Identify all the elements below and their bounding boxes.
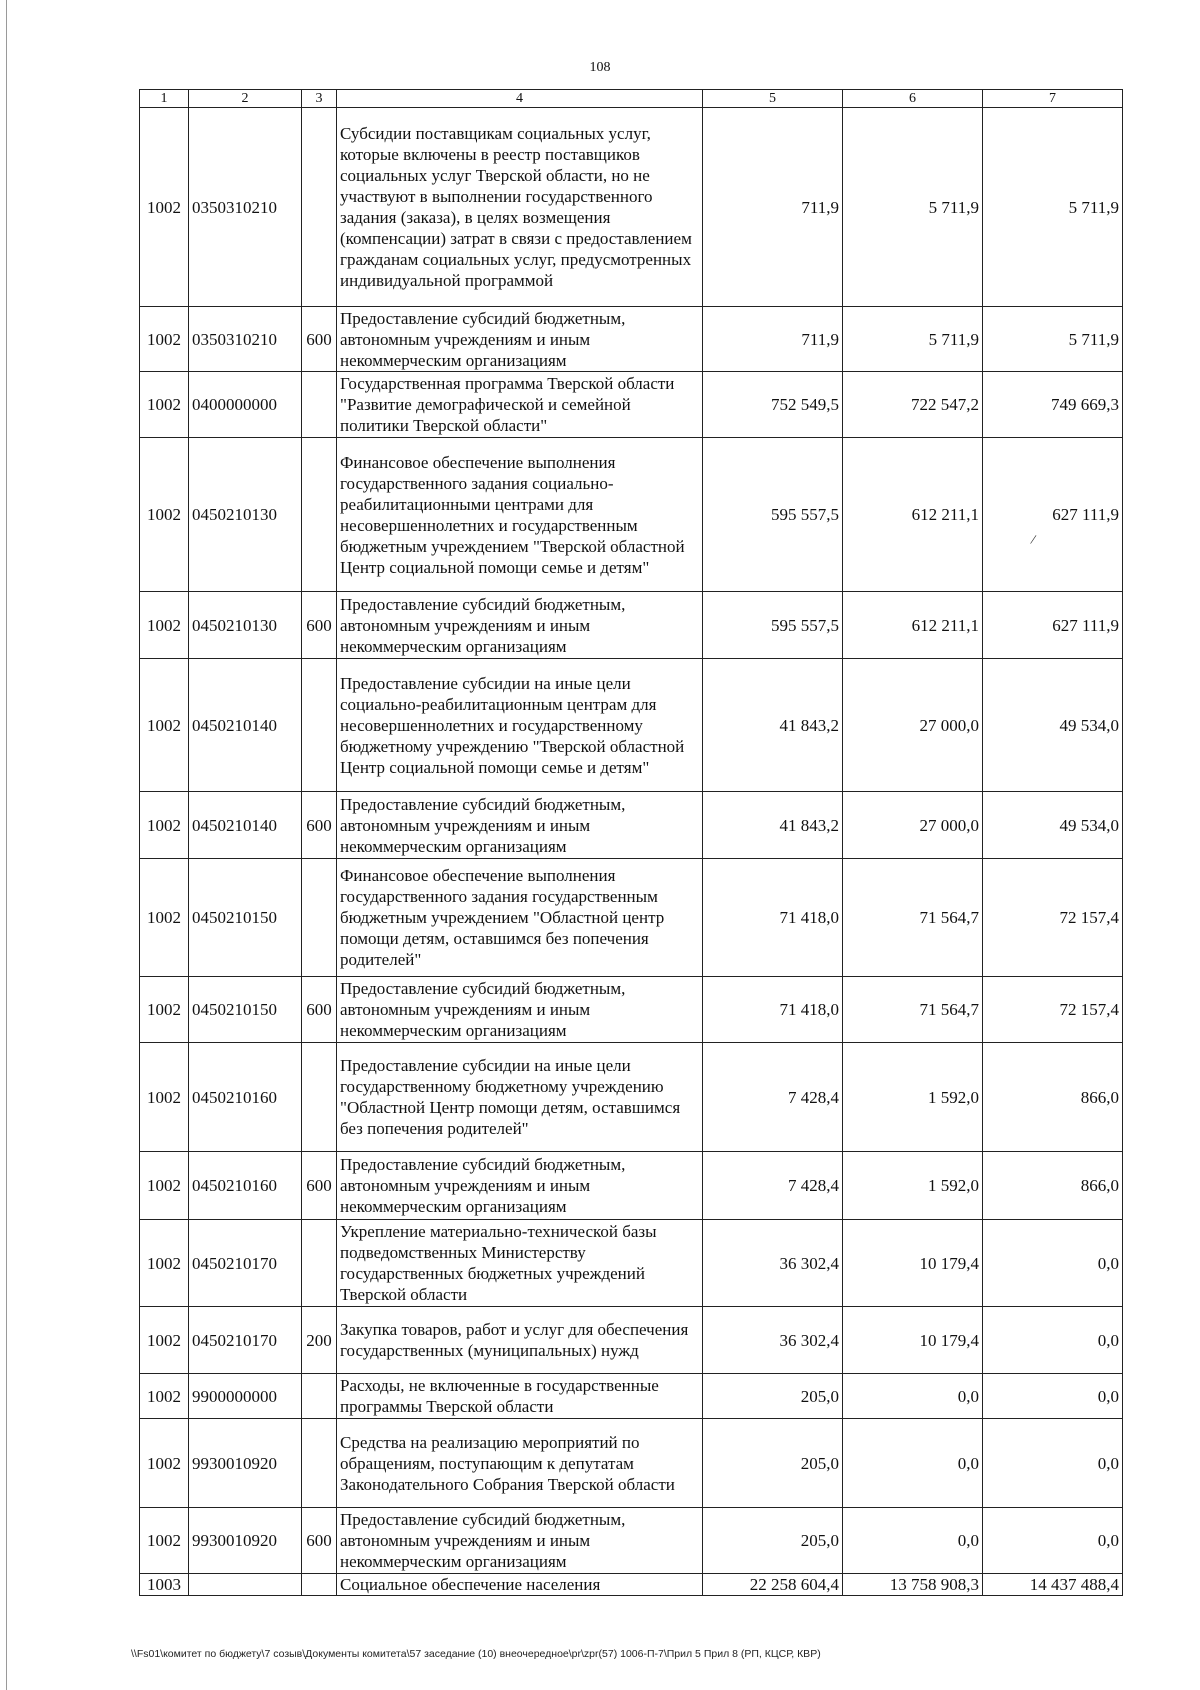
cell-description: Субсидии поставщикам социальных услуг, которые включены в реестр поставщиков социальных услуг Тверской области, но не участвуют в выполнении государственного задания (заказа), в целях возмещения (компенсации) затрат в связи с предоставлением гражданам социальных услуг, предусмотренных индивидуальной программой — [337, 108, 703, 307]
cell-section-code: 1002 — [140, 1152, 189, 1220]
table-row — [140, 977, 1123, 1043]
cell-amount-col5: 595 557,5 — [703, 592, 843, 659]
cell-section-code: 1002 — [140, 592, 189, 659]
cell-amount-col6: 1 592,0 — [843, 1152, 983, 1220]
cell-amount-col6: 722 547,2 — [843, 372, 983, 438]
cell-amount-col5: 41 843,2 — [703, 659, 843, 792]
footer-file-path: \\Fs01\комитет по бюджету\7 созыв\Документы комитета\57 заседание (10) внеочередное\pr\zpr(57) 1006-П-7\Прил 5 Прил 8 (РП, КЦСР, КВР) — [131, 1648, 821, 1660]
cell-description: Предоставление субсидии на иные цели государственному бюджетному учреждению "Областной Центр помощи детям, оставшимся без попечения родителей" — [337, 1043, 703, 1152]
cell-amount-col6: 612 211,1 — [843, 592, 983, 659]
cell-amount-col5: 22 258 604,4 — [703, 1574, 843, 1596]
cell-amount-col7: 72 157,4 — [983, 859, 1123, 977]
cell-description: Закупка товаров, работ и услуг для обеспечения государственных (муниципальных) нужд — [337, 1307, 703, 1374]
cell-amount-col6: 13 758 908,3 — [843, 1574, 983, 1596]
table-row — [140, 1220, 1123, 1307]
cell-description: Предоставление субсидий бюджетным, автономным учреждениям и иным некоммерческим организациям — [337, 977, 703, 1043]
cell-target-article: 0450210130 — [189, 592, 302, 659]
cell-amount-col6: 5 711,9 — [843, 108, 983, 307]
cell-section-code: 1002 — [140, 1220, 189, 1307]
cell-amount-col5: 205,0 — [703, 1374, 843, 1419]
cell-section-code: 1002 — [140, 372, 189, 438]
cell-amount-col5: 205,0 — [703, 1419, 843, 1508]
cell-expense-type — [302, 372, 337, 438]
cell-amount-col5: 71 418,0 — [703, 859, 843, 977]
cell-expense-type — [302, 1220, 337, 1307]
cell-amount-col6: 612 211,1 — [843, 438, 983, 592]
cell-section-code: 1002 — [140, 659, 189, 792]
cell-amount-col7: 49 534,0 — [983, 659, 1123, 792]
cell-amount-col5: 7 428,4 — [703, 1043, 843, 1152]
cell-target-article: 0450210140 — [189, 659, 302, 792]
cell-expense-type — [302, 1574, 337, 1596]
table-row — [140, 792, 1123, 859]
cell-expense-type: 600 — [302, 977, 337, 1043]
cell-target-article: 0450210160 — [189, 1152, 302, 1220]
cell-section-code: 1002 — [140, 859, 189, 977]
col-header-6: 6 — [843, 90, 983, 108]
budget-table — [139, 89, 1123, 1596]
cell-expense-type — [302, 659, 337, 792]
cell-section-code: 1002 — [140, 1043, 189, 1152]
cell-amount-col7: 749 669,3 — [983, 372, 1123, 438]
cell-expense-type: 600 — [302, 1508, 337, 1574]
cell-target-article: 0450210170 — [189, 1220, 302, 1307]
cell-amount-col6: 1 592,0 — [843, 1043, 983, 1152]
cell-amount-col7: 627 111,9 — [983, 592, 1123, 659]
cell-description: Предоставление субсидий бюджетным, автономным учреждениям и иным некоммерческим организациям — [337, 1152, 703, 1220]
col-header-5: 5 — [703, 90, 843, 108]
table-row — [140, 1508, 1123, 1574]
table-row — [140, 1419, 1123, 1508]
cell-description: Предоставление субсидии на иные цели социально-реабилитационным центрам для несовершеннолетних и государственному бюджетному учреждению "Тверской областной Центр социальной помощи семье и детям" — [337, 659, 703, 792]
cell-expense-type: 600 — [302, 792, 337, 859]
cell-amount-col5: 205,0 — [703, 1508, 843, 1574]
cell-expense-type: 600 — [302, 307, 337, 372]
cell-description: Предоставление субсидий бюджетным, автономным учреждениям и иным некоммерческим организациям — [337, 307, 703, 372]
cell-section-code: 1002 — [140, 1374, 189, 1419]
handwritten-mark: / — [1029, 532, 1037, 549]
table-row — [140, 592, 1123, 659]
cell-amount-col6: 0,0 — [843, 1374, 983, 1419]
cell-expense-type — [302, 108, 337, 307]
cell-amount-col7: 0,0 — [983, 1508, 1123, 1574]
col-header-2: 2 — [189, 90, 302, 108]
cell-expense-type — [302, 1043, 337, 1152]
col-header-7: 7 — [983, 90, 1123, 108]
cell-description: Социальное обеспечение населения — [337, 1574, 703, 1596]
cell-amount-col6: 0,0 — [843, 1508, 983, 1574]
table-row — [140, 307, 1123, 372]
cell-expense-type: 600 — [302, 592, 337, 659]
cell-expense-type — [302, 859, 337, 977]
col-header-3: 3 — [302, 90, 337, 108]
table-row — [140, 1043, 1123, 1152]
cell-amount-col5: 752 549,5 — [703, 372, 843, 438]
cell-target-article: 0450210150 — [189, 859, 302, 977]
cell-description: Расходы, не включенные в государственные программы Тверской области — [337, 1374, 703, 1419]
cell-section-code: 1003 — [140, 1574, 189, 1596]
table-row — [140, 1574, 1123, 1596]
cell-amount-col5: 36 302,4 — [703, 1307, 843, 1374]
cell-amount-col5: 711,9 — [703, 108, 843, 307]
cell-target-article: 9900000000 — [189, 1374, 302, 1419]
cell-amount-col7: 14 437 488,4 — [983, 1574, 1123, 1596]
cell-section-code: 1002 — [140, 1508, 189, 1574]
cell-section-code: 1002 — [140, 307, 189, 372]
cell-section-code: 1002 — [140, 1419, 189, 1508]
cell-description: Предоставление субсидий бюджетным, автономным учреждениям и иным некоммерческим организациям — [337, 1508, 703, 1574]
cell-target-article: 0450210160 — [189, 1043, 302, 1152]
cell-amount-col7: 49 534,0 — [983, 792, 1123, 859]
cell-amount-col6: 27 000,0 — [843, 792, 983, 859]
cell-amount-col7: 5 711,9 — [983, 307, 1123, 372]
cell-amount-col5: 36 302,4 — [703, 1220, 843, 1307]
cell-section-code: 1002 — [140, 977, 189, 1043]
cell-target-article: 0450210130 — [189, 438, 302, 592]
page-number: 108 — [589, 60, 611, 75]
cell-amount-col7: 0,0 — [983, 1419, 1123, 1508]
cell-amount-col5: 711,9 — [703, 307, 843, 372]
cell-amount-col6: 10 179,4 — [843, 1307, 983, 1374]
cell-amount-col6: 27 000,0 — [843, 659, 983, 792]
table-row — [140, 1374, 1123, 1419]
cell-target-article — [189, 1574, 302, 1596]
cell-description: Средства на реализацию мероприятий по обращениям, поступающим к депутатам Законодательного Собрания Тверской области — [337, 1419, 703, 1508]
table-row — [140, 372, 1123, 438]
cell-amount-col5: 41 843,2 — [703, 792, 843, 859]
table-row — [140, 1152, 1123, 1220]
cell-target-article: 0450210140 — [189, 792, 302, 859]
cell-amount-col7: 866,0 — [983, 1043, 1123, 1152]
cell-amount-col7: 866,0 — [983, 1152, 1123, 1220]
table-row — [140, 659, 1123, 792]
cell-amount-col5: 595 557,5 — [703, 438, 843, 592]
cell-amount-col6: 10 179,4 — [843, 1220, 983, 1307]
cell-expense-type — [302, 1374, 337, 1419]
col-header-1: 1 — [140, 90, 189, 108]
cell-target-article: 0450210150 — [189, 977, 302, 1043]
table-row — [140, 438, 1123, 592]
cell-amount-col6: 0,0 — [843, 1419, 983, 1508]
cell-amount-col6: 5 711,9 — [843, 307, 983, 372]
cell-expense-type — [302, 438, 337, 592]
cell-target-article: 9930010920 — [189, 1419, 302, 1508]
table-row — [140, 1307, 1123, 1374]
cell-amount-col5: 71 418,0 — [703, 977, 843, 1043]
col-header-4: 4 — [337, 90, 703, 108]
cell-target-article: 0350310210 — [189, 108, 302, 307]
cell-amount-col7: 5 711,9 — [983, 108, 1123, 307]
cell-amount-col7: 0,0 — [983, 1374, 1123, 1419]
cell-amount-col7: 0,0 — [983, 1307, 1123, 1374]
table-row — [140, 108, 1123, 307]
cell-expense-type: 200 — [302, 1307, 337, 1374]
cell-section-code: 1002 — [140, 792, 189, 859]
cell-amount-col6: 71 564,7 — [843, 977, 983, 1043]
header-row — [140, 90, 1123, 108]
cell-amount-col5: 7 428,4 — [703, 1152, 843, 1220]
cell-amount-col7: 0,0 — [983, 1220, 1123, 1307]
cell-description: Предоставление субсидий бюджетным, автономным учреждениям и иным некоммерческим организациям — [337, 792, 703, 859]
table-row — [140, 859, 1123, 977]
cell-amount-col6: 71 564,7 — [843, 859, 983, 977]
cell-description: Государственная программа Тверской области "Развитие демографической и семейной политики Тверской области" — [337, 372, 703, 438]
cell-description: Финансовое обеспечение выполнения государственного задания социально-реабилитационными центрами для несовершеннолетних и государственным бюджетным учреждением "Тверской областной Центр социальной помощи семье и детям" — [337, 438, 703, 592]
cell-description: Укрепление материально-технической базы подведомственных Министерству государственных бюджетных учреждений Тверской области — [337, 1220, 703, 1307]
cell-description: Финансовое обеспечение выполнения государственного задания государственным бюджетным учреждением "Областной центр помощи детям, оставшимся без попечения родителей" — [337, 859, 703, 977]
cell-amount-col7: 627 111,9 — [983, 438, 1123, 592]
cell-target-article: 0400000000 — [189, 372, 302, 438]
cell-expense-type: 600 — [302, 1152, 337, 1220]
cell-amount-col7: 72 157,4 — [983, 977, 1123, 1043]
cell-expense-type — [302, 1419, 337, 1508]
cell-target-article: 9930010920 — [189, 1508, 302, 1574]
cell-target-article: 0450210170 — [189, 1307, 302, 1374]
cell-target-article: 0350310210 — [189, 307, 302, 372]
cell-section-code: 1002 — [140, 438, 189, 592]
scan-edge-line — [6, 0, 7, 1690]
cell-description: Предоставление субсидий бюджетным, автономным учреждениям и иным некоммерческим организациям — [337, 592, 703, 659]
cell-section-code: 1002 — [140, 108, 189, 307]
cell-section-code: 1002 — [140, 1307, 189, 1374]
